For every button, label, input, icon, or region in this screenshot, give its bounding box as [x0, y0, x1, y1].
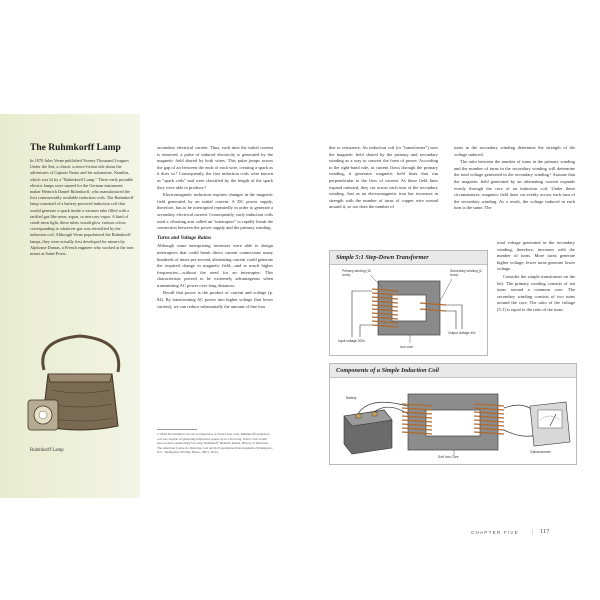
page-number: 117	[540, 528, 550, 535]
text-column-3	[454, 145, 575, 213]
battery-label: Battery	[346, 396, 357, 400]
sidebar-title: The Ruhmkorff Lamp	[30, 143, 121, 153]
figure-title: Simple 5:1 Step-Down Transformer	[330, 251, 487, 265]
paragraph: due to resistance. An induction coil (or "transformer") uses the magnetic field shared by the primary and secondary winding as a way to convert the form of power. According to the right-hand rule, as current flows through the primary winding, it generates magnetic field lines that run perpendicular to the flow of current. As these field lines expand outward, they cut across each turn of the secondary winding. Just as an electromagnetic iron bar increases in strength with the number of turns of copper wire wound around it, so too does the number of	[329, 145, 438, 210]
paragraph: total voltage generated in the secondary winding, therefore, increases with the number of turns. More turns generate higher voltage; fewer turns generate lower voltage.	[497, 240, 575, 272]
text-column-2	[329, 145, 438, 212]
paragraph: secondary electrical current. Thus, each time the initial current is removed, a pulse of induced electricity is generated by the magnetic field shared by both wires. This pulse jumps across the gap of air between the ends of each wire, creating a spark as it does so.¹ Consequently, the first induction coils were known as "spark coils" and were classified by the length of the spark they were able to produce.²	[157, 145, 273, 190]
sidebar-caption: Ruhmkorff Lamp	[30, 448, 64, 453]
chapter-label: CHAPTER FIVE	[471, 530, 519, 535]
figure-title: Components of a Simple Induction Coil	[330, 364, 576, 378]
secondary-winding-label: Secondary winding (2 turns)	[450, 269, 482, 277]
section-heading: Turns and Voltage Ratios	[157, 234, 212, 241]
sidebar-text: In 1870 Jules Verne published Twenty Thousand Leagues Under the Sea, a classic science-fiction tale about the adventures of Captain Nemo and his submarine, Nautilus, which was lit by a "Ruhmkorff Lamp." These early portable electric lamps were named for the German instrument maker Heinrich Daniel Ruhmkorff, who manufactured the first commercially available induction coils. The Ruhmkorff lamp consisted of a battery-powered induction coil that would generate a spark inside a vacuum tube filled with a rarified gas like neon, argon, or mercury vapor. A kind of crude neon light, these tubes would glow various colors corresponding to whatever gas was electrified by the induction coil. Although Verne popularized the Ruhmkorff lamps, they were actually first developed for miners by Alphonse Dumas, a French engineer who worked at the iron mines at Saint-Priest.	[30, 158, 134, 257]
input-voltage-label: Input voltage 200v	[338, 339, 365, 343]
soft-iron-core-label: Soft Iron Core	[438, 455, 459, 459]
ruhmkorff-lamp-illustration	[26, 330, 134, 440]
paragraph: turns in the secondary winding determine the strength of the voltage induced.	[454, 145, 575, 157]
text-column-1	[157, 145, 273, 311]
induction-coil-figure	[329, 363, 577, 465]
paragraph: The ratio between the number of turns in the primary winding and the number of turns in the secondary winding will determine the total voltage generated in the secondary winding.¹ Assume that the magnetic field generated by an alternating current expands evenly through the core of an induction coil. Under these circumstances, magnetic field lines cut evenly across each turn of the secondary winding. As a result, the voltage induced in each turn is the same. The	[454, 159, 575, 211]
galvanometer-label: Galvanometer	[530, 450, 551, 454]
induction-coil-diagram	[330, 364, 576, 464]
transformer-figure	[329, 250, 488, 356]
paragraph: Electromagnetic induction requires changes in the magnetic field generated by an initial current. A DC power supply, therefore, has to be interrupted repeatedly in order to generate a secondary electrical current. Consequently, early induction coils used a vibrating arm called an "interrupter" to rapidly break the connection between the power supply and the primary winding.	[157, 192, 273, 231]
primary-winding-label: Primary winding (10 turns)	[342, 269, 372, 277]
output-voltage-label: Output voltage 40v	[448, 331, 476, 335]
footnote-rule	[157, 429, 197, 430]
footer-divider: |	[532, 528, 534, 535]
paragraph: Recall that power is the product of current and voltage (p. 84). By transforming AC power into higher voltage (but lower current), we can reduce substantially the amount of line loss	[157, 290, 273, 309]
text-column-3-continued	[497, 240, 575, 315]
footnote: 1 While his invention was not as impressive as Tesla's later coils, Ruhmkorff's induction coil was capable of generating impressive sparks up to a foot long. Tesla's coils would later produce sparks many feet long. Ruhmkorff, Heinrich Daniel, History of Induction. The American Centre for Induction Coil and Its Experimental Developments (Washington, D.C.: Intelligence Printing House, 1867), 38-44.	[157, 432, 273, 454]
iron-core-label: Iron core	[400, 345, 414, 349]
paragraph: Consider the simple transformer on the left. The primary winding consists of ten turns around a common core. The secondary winding consists of two turns around the core. The ratio of the voltage (5:1) is equal to the ratio of the turns	[497, 273, 575, 312]
paragraph: Although some enterprising inventors were able to design interrupters that could break direct current connections many hundreds of times per second, alternating current could generate the required change in magnetic field—and at much higher frequencies—without the need for an interrupter. This characteristic proved to be extremely advantageous when transmitting AC power over long distances.	[157, 243, 273, 288]
